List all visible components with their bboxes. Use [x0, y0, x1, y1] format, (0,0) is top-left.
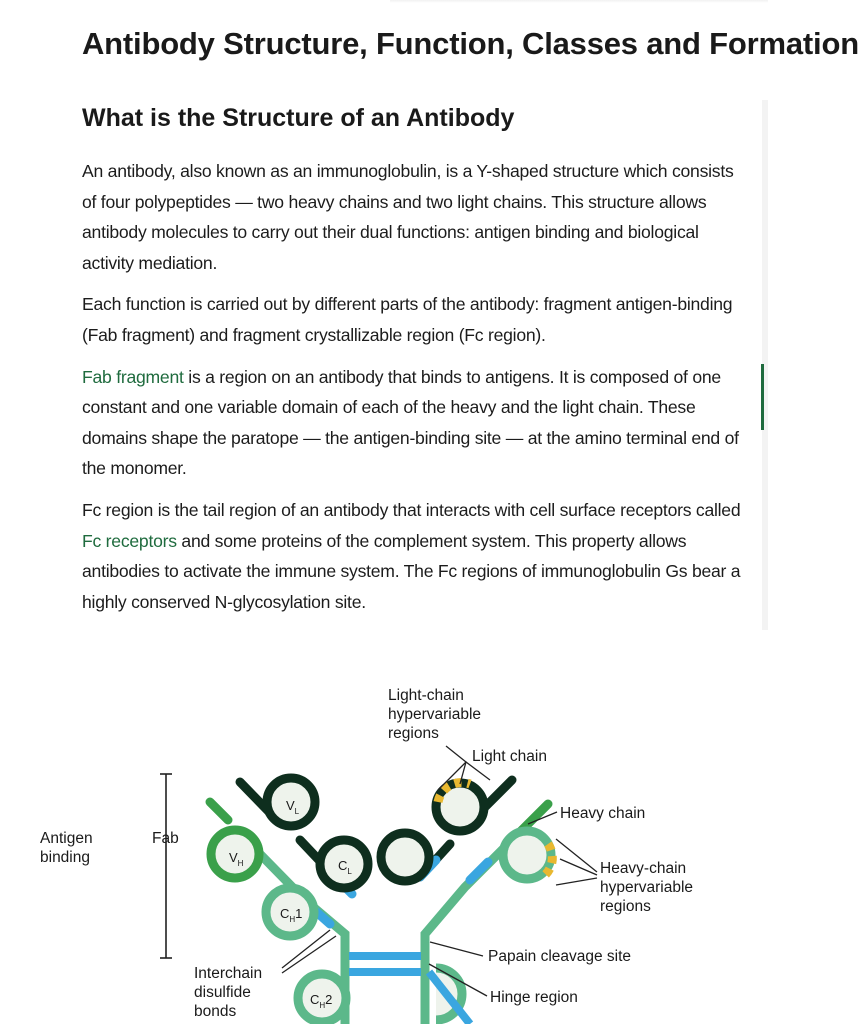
antigen-line2: binding	[40, 849, 90, 866]
domain-ch2-left	[298, 974, 346, 1022]
antibody-diagram	[0, 672, 768, 1024]
fab-bracket	[160, 774, 172, 958]
paragraph-functions: Each function is carried out by different parts of the antibody: fragment antigen-binding (Fab fragment) and fragment crystallizable region (Fc region).	[82, 294, 733, 345]
section-heading: What is the Structure of an Antibody	[82, 104, 515, 132]
hinge-label: Hinge region	[490, 989, 578, 1006]
fc-receptors-link[interactable]: Fc receptors	[82, 530, 177, 551]
light-chain-label: Light chain	[472, 748, 547, 765]
interchain-line1: Interchain	[194, 965, 263, 982]
vh-label: $V_H$	[229, 850, 244, 868]
antigen-line1: Antigen	[40, 830, 93, 847]
fab-fragment-link[interactable]: Fab fragment	[82, 366, 184, 387]
light-hv-line2: hypervariable	[388, 706, 482, 723]
paragraph-fab	[82, 362, 752, 484]
paragraph-fc	[82, 495, 752, 617]
papain-label: Papain cleavage site	[488, 948, 632, 965]
paragraph-fc-text-start: Fc region is the tail region of an antibody that interacts with cell surface receptors called	[82, 499, 741, 520]
scroll-indicator[interactable]	[761, 364, 764, 430]
domain-cl-right	[381, 833, 429, 881]
domain-vl-right	[436, 783, 484, 831]
paragraph-structure: An antibody, also known as an immunoglobulin, is a Y-shaped structure which consists of four polypeptides — two heavy chains and two light chains. This structure allows antibody molecules to carry out their dual functions: antigen binding and biological activity mediation.	[82, 161, 734, 273]
paragraph-fc-text-end: and some proteins of the complement system. This property allows antibodies to activate the immune system. The Fc regions of immunoglobulin Gs bear a highly conserved N-glycosylation site.	[82, 530, 741, 612]
light-hv-line1: Light-chain	[388, 687, 464, 704]
ch2-label: $C_H2$	[310, 992, 333, 1010]
paragraph-fab-text: is a region on an antibody that binds to antigens. It is composed of one constant and one variable domain of each of the heavy and the light chain. These domains shape the paratope — the antigen-binding site — at the amino terminal end of the monomer.	[82, 366, 739, 479]
ch1-label: $C_H1$	[280, 906, 303, 924]
vl-label: $V_L$	[286, 798, 300, 816]
interchain-line3: bonds	[194, 1003, 237, 1020]
article-body	[82, 156, 752, 628]
domain-ch1-left	[266, 888, 314, 936]
hinge-bonds	[349, 956, 421, 972]
fab-label: Fab	[152, 830, 179, 847]
interchain-line2: disulfide	[194, 984, 251, 1001]
heavy-chain-label: Heavy chain	[560, 805, 646, 822]
cl-label: $C_L$	[338, 858, 352, 876]
page-title: Antibody Structure, Function, Classes and Formation	[82, 26, 859, 61]
heavy-hv-line2: hypervariable	[600, 879, 694, 896]
top-shadow	[390, 0, 768, 3]
heavy-hv-line1: Heavy-chain	[600, 860, 687, 877]
heavy-hv-line3: regions	[600, 898, 651, 915]
light-hv-line3: regions	[388, 725, 439, 742]
